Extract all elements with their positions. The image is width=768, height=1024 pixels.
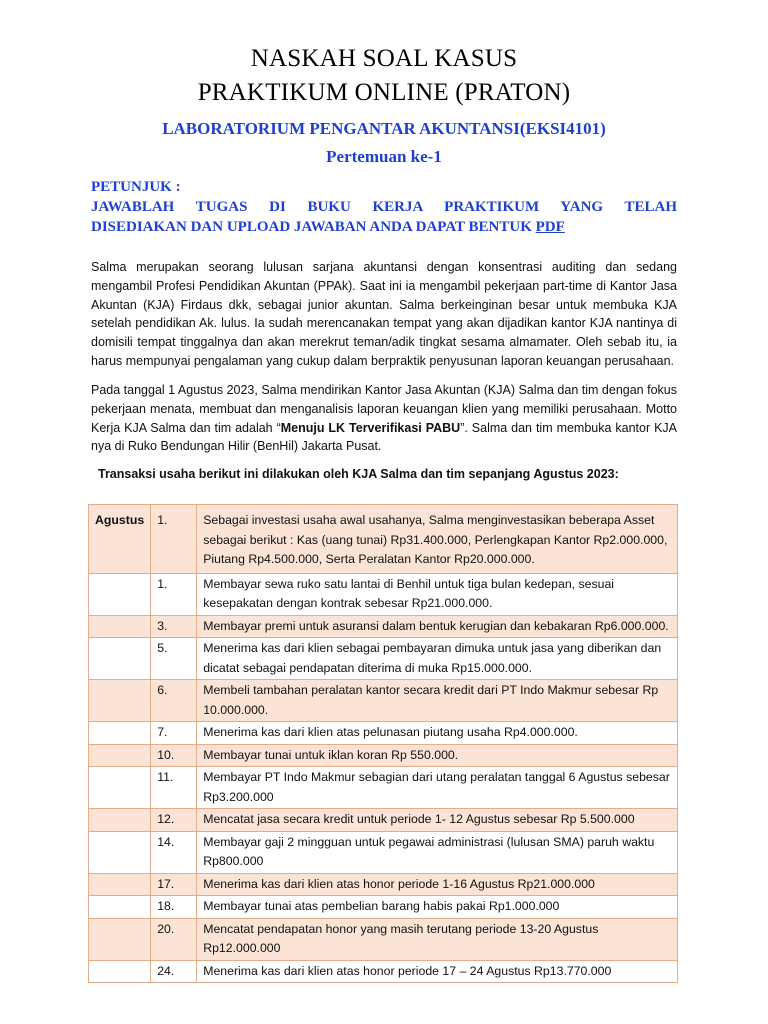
- instructions-label: PETUNJUK :: [91, 179, 181, 195]
- table-row: [89, 638, 678, 680]
- table-row: [89, 918, 678, 960]
- month-cell: [89, 960, 151, 983]
- day-cell: 5.: [151, 638, 197, 680]
- month-cell: [89, 873, 151, 896]
- table-row: [89, 809, 678, 832]
- month-cell: [89, 638, 151, 680]
- description-cell: Membayar premi untuk asuransi dalam bentuk kerugian dan kebakaran Rp6.000.000.: [197, 615, 678, 638]
- table-row: [89, 573, 678, 615]
- day-cell: 12.: [151, 809, 197, 832]
- company-paragraph: [91, 381, 677, 456]
- description-cell: Menerima kas dari klien atas honor periode 1-16 Agustus Rp21.000.000: [197, 873, 678, 896]
- day-cell: 11.: [151, 767, 197, 809]
- table-row: [89, 615, 678, 638]
- description-cell: Membayar sewa ruko satu lantai di Benhil untuk tiga bulan kedepan, sesuai kesepakatan dengan kontrak sebesar Rp21.000.000.: [197, 573, 678, 615]
- day-cell: 3.: [151, 615, 197, 638]
- description-cell: Sebagai investasi usaha awal usahanya, Salma menginvestasikan beberapa Asset sebagai berikut : Kas (uang tunai) Rp31.400.000, Perlengkapan Kantor Rp2.000.000, Piutang Rp4.500.000, Serta Peralatan Kantor Rp20.000.000.: [197, 505, 678, 574]
- month-cell: [89, 744, 151, 767]
- day-cell: 1.: [151, 573, 197, 615]
- month-cell: [89, 573, 151, 615]
- table-row: [89, 873, 678, 896]
- title-block: [0, 42, 768, 168]
- month-cell: [89, 831, 151, 873]
- day-cell: 17.: [151, 873, 197, 896]
- table-row: [89, 722, 678, 745]
- day-cell: 14.: [151, 831, 197, 873]
- description-cell: Mencatat pendapatan honor yang masih terutang periode 13-20 Agustus Rp12.000.000: [197, 918, 678, 960]
- description-cell: Membayar PT Indo Makmur sebagian dari utang peralatan tanggal 6 Agustus sebesar Rp3.200.000: [197, 767, 678, 809]
- intro-paragraph: Salma merupakan seorang lulusan sarjana akuntansi dengan konsentrasi auditing dan sedang mengambil Profesi Pendidikan Akuntan (PPAk). Saat ini ia mengambil pekerjaan part-time di Kantor Jasa Akuntan (KJA) Firdaus dkk, sebagai junior akuntan. Salma berkeinginan besar untuk membuka KJA setelah pendidikan Ak. lulus. Ia sudah merencanakan tempat yang akan dijadikan kantor KJA nantinya di domisili tempat tinggalnya dan akan merekrut teman/adik tingkat sesama almamater. Oleh sebab itu, ia harus mempunyai pengalaman yang cukup dalam berpraktik penyusunan laporan keuangan perusahaan.: [91, 260, 677, 368]
- company-paragraph-end: ”. Salma dan tim membuka kantor KJA nya di Ruko Bendungan Hilir (BenHil) Jakarta Pusat.: [91, 420, 677, 454]
- motto: Menuju LK Terverifikasi PABU: [280, 420, 461, 435]
- description-cell: Membayar tunai atas pembelian barang habis pakai Rp1.000.000: [197, 896, 678, 919]
- month-cell: [89, 722, 151, 745]
- day-cell: 20.: [151, 918, 197, 960]
- instructions: [91, 177, 677, 237]
- month-cell: [89, 918, 151, 960]
- day-cell: 6.: [151, 680, 197, 722]
- table-row: [89, 505, 678, 574]
- company-paragraph-text: Pada tanggal 1 Agustus 2023, Salma mendirikan Kantor Jasa Akuntan (KJA) Salma dan tim dengan fokus pekerjaan menata, membuat dan menganalisis laporan keuangan klien yang memiliki perusahaan. Motto Kerja KJA Salma dan tim adalah “: [91, 383, 677, 435]
- description-cell: Menerima kas dari klien sebagai pembayaran dimuka untuk jasa yang diberikan dan dicatat sebagai pendapatan diterima di muka Rp15.000.000.: [197, 638, 678, 680]
- description-cell: Membayar tunai untuk iklan koran Rp 550.000.: [197, 744, 678, 767]
- description-cell: Membeli tambahan peralatan kantor secara kredit dari PT Indo Makmur sebesar Rp 10.000.000.: [197, 680, 678, 722]
- description-cell: Menerima kas dari klien atas honor periode 17 – 24 Agustus Rp13.770.000: [197, 960, 678, 983]
- month-cell: [89, 680, 151, 722]
- transactions-heading: Transaksi usaha berikut ini dilakukan oleh KJA Salma dan tim sepanjang Agustus 2023:: [98, 467, 619, 481]
- month-cell: [89, 767, 151, 809]
- table-row: [89, 831, 678, 873]
- description-cell: Membayar gaji 2 mingguan untuk pegawai administrasi (lulusan SMA) paruh waktu Rp800.000: [197, 831, 678, 873]
- meeting-label: Pertemuan ke-1: [326, 147, 442, 166]
- doc-title-line2: PRAKTIKUM ONLINE (PRATON): [197, 79, 571, 106]
- day-cell: 18.: [151, 896, 197, 919]
- transactions-table: [88, 504, 678, 983]
- description-cell: Mencatat jasa secara kredit untuk periode 1- 12 Agustus sebesar Rp 5.500.000: [197, 809, 678, 832]
- day-cell: 24.: [151, 960, 197, 983]
- pdf-link: PDF: [535, 219, 565, 235]
- doc-title-line1: NASKAH SOAL KASUS: [250, 45, 518, 72]
- table-row: [89, 680, 678, 722]
- lab-name: LABORATORIUM PENGANTAR AKUNTANSI(EKSI4101): [162, 119, 606, 138]
- month-cell: [89, 896, 151, 919]
- table-row: [89, 896, 678, 919]
- instructions-line2: [91, 217, 677, 237]
- table-row: [89, 744, 678, 767]
- table-row: [89, 960, 678, 983]
- table-row: [89, 767, 678, 809]
- month-cell: [89, 809, 151, 832]
- instructions-line1: JAWABLAH TUGAS DI BUKU KERJA PRAKTIKUM YANG TELAH: [91, 199, 677, 215]
- day-cell: 7.: [151, 722, 197, 745]
- day-cell: 1.: [151, 505, 197, 574]
- instructions-line2-text: DISEDIAKAN DAN UPLOAD JAWABAN ANDA DAPAT BENTUK: [91, 219, 536, 235]
- month-cell: Agustus: [89, 505, 151, 574]
- day-cell: 10.: [151, 744, 197, 767]
- month-cell: [89, 615, 151, 638]
- description-cell: Menerima kas dari klien atas pelunasan piutang usaha Rp4.000.000.: [197, 722, 678, 745]
